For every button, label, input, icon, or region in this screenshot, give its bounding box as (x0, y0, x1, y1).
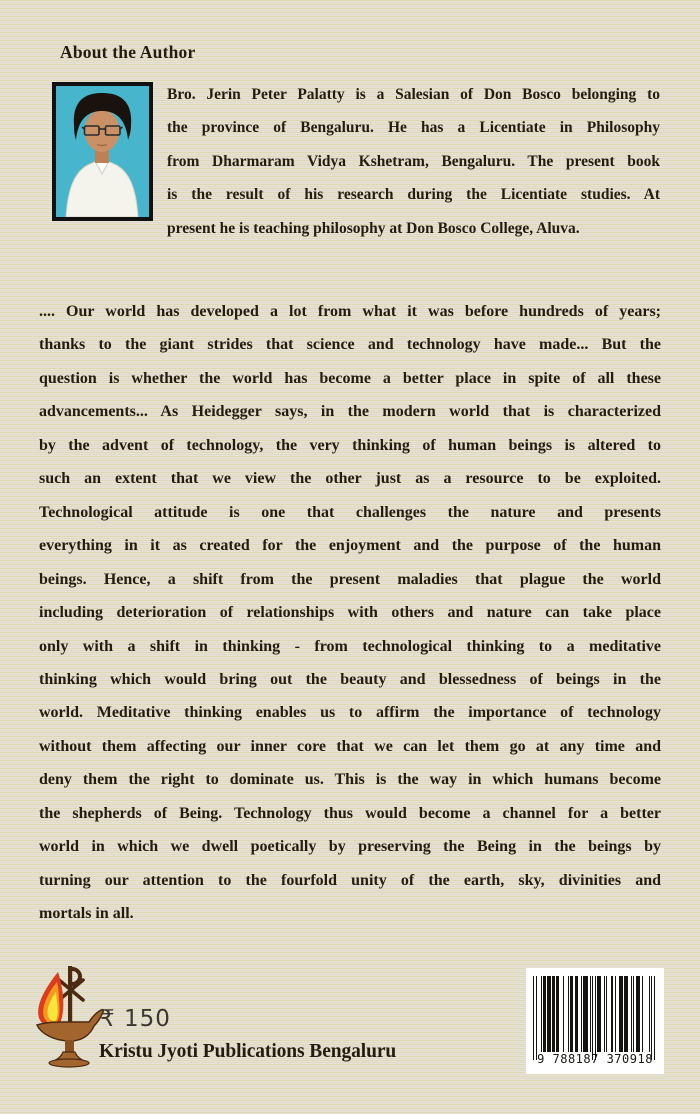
barcode-bar (595, 976, 596, 1060)
about-the-author-heading: About the Author (60, 42, 196, 62)
barcode-bar (581, 976, 582, 1052)
text-line: including deterioration of relationships with others and nature can take place (39, 604, 661, 622)
text-line: beings. Hence, a shift from the present maladies that plague the world (39, 570, 661, 588)
barcode-bar (592, 976, 593, 1060)
text-line: the province of Bengaluru. He has a Licentiate in Philosophy (167, 119, 660, 137)
barcode-bar (636, 976, 640, 1052)
text-line: advancements... As Heidegger says, in the modern world that is characterized (39, 403, 661, 421)
text-line: .... Our world has developed a lot from what it was before hundreds of years; (39, 303, 661, 320)
barcode-bar (604, 976, 605, 1052)
text-line: Bro. Jerin Peter Palatty is a Salesian of Don Bosco belonging to (167, 86, 660, 103)
barcode-bar (590, 976, 591, 1052)
text-line: Technological attitude is one that challenges the nature and presents (39, 503, 661, 521)
text-line: is the result of his research during the Licentiate studies. At (167, 186, 660, 204)
author-portrait-image (56, 86, 149, 217)
barcode-bar (533, 976, 534, 1060)
barcode-bar (642, 976, 643, 1052)
barcode-bars (533, 976, 655, 1060)
barcode-bar (615, 976, 616, 1052)
price-label: ₹ 150 (100, 1006, 171, 1032)
barcode-bar (624, 976, 628, 1052)
text-line: everything in it as created for the enjoyment and the purpose of the human (39, 537, 661, 555)
text-line: turning our attention to the fourfold unity of the earth, sky, divinities and (39, 871, 661, 889)
barcode-bar (597, 976, 601, 1052)
text-line: present he is teaching philosophy at Don Bosco College, Aluva. (167, 219, 580, 237)
barcode-bar (541, 976, 542, 1052)
text-line: the shepherds of Being. Technology thus would become a channel for a better (39, 804, 661, 822)
text-line: from Dharmaram Vidya Kshetram, Bengaluru. The present book (167, 152, 660, 170)
text-line: by the advent of technology, the very thinking of human beings is altered to (39, 436, 661, 454)
barcode-bar (536, 976, 537, 1060)
barcode-bar (570, 976, 573, 1052)
barcode-bar (654, 976, 655, 1060)
barcode-bar (606, 976, 607, 1052)
barcode-bar (649, 976, 650, 1052)
barcode-bar (633, 976, 634, 1052)
text-line: only with a shift in thinking - from technological thinking to a meditative (39, 637, 661, 655)
barcode-bar (543, 976, 546, 1052)
barcode-bar (611, 976, 612, 1052)
text-line: thanks to the giant strides that science and technology have made... But the (39, 336, 661, 354)
barcode-bar (651, 976, 652, 1060)
barcode-bar (619, 976, 623, 1052)
barcode-bar (552, 976, 555, 1052)
text-line: world. Meditative thinking enables us to affirm the importance of technology (39, 704, 661, 722)
barcode-bar (575, 976, 578, 1052)
barcode-bar (556, 976, 559, 1052)
barcode-bar (583, 976, 588, 1052)
barcode-bar (568, 976, 569, 1052)
isbn-barcode (526, 968, 664, 1074)
book-synopsis-text (39, 295, 661, 931)
barcode-bar (547, 976, 551, 1052)
barcode-bar (563, 976, 564, 1052)
text-line: question is whether the world has become a better place in spite of all these (39, 369, 661, 387)
text-line: mortals in all. (39, 905, 134, 923)
publisher-name: Kristu Jyoti Publications Bengaluru (99, 1041, 397, 1062)
author-bio-text (167, 78, 660, 245)
author-photo (52, 82, 153, 221)
barcode-digits: 9 788187 370918 (537, 1052, 653, 1066)
text-line: thinking which would bring out the beauty and blessedness of beings in the (39, 670, 661, 688)
text-line: without them affecting our inner core that we can let them go at any time and (39, 737, 661, 755)
text-line: world in which we dwell poetically by preserving the Being in the beings by (39, 838, 661, 856)
publisher-oil-lamp-chi-rho-icon (33, 960, 107, 1074)
text-line: deny them the right to dominate us. This is the way in which humans become (39, 771, 661, 789)
barcode-bar (631, 976, 632, 1052)
text-line: such an extent that we view the other just as a resource to be exploited. (39, 470, 661, 488)
